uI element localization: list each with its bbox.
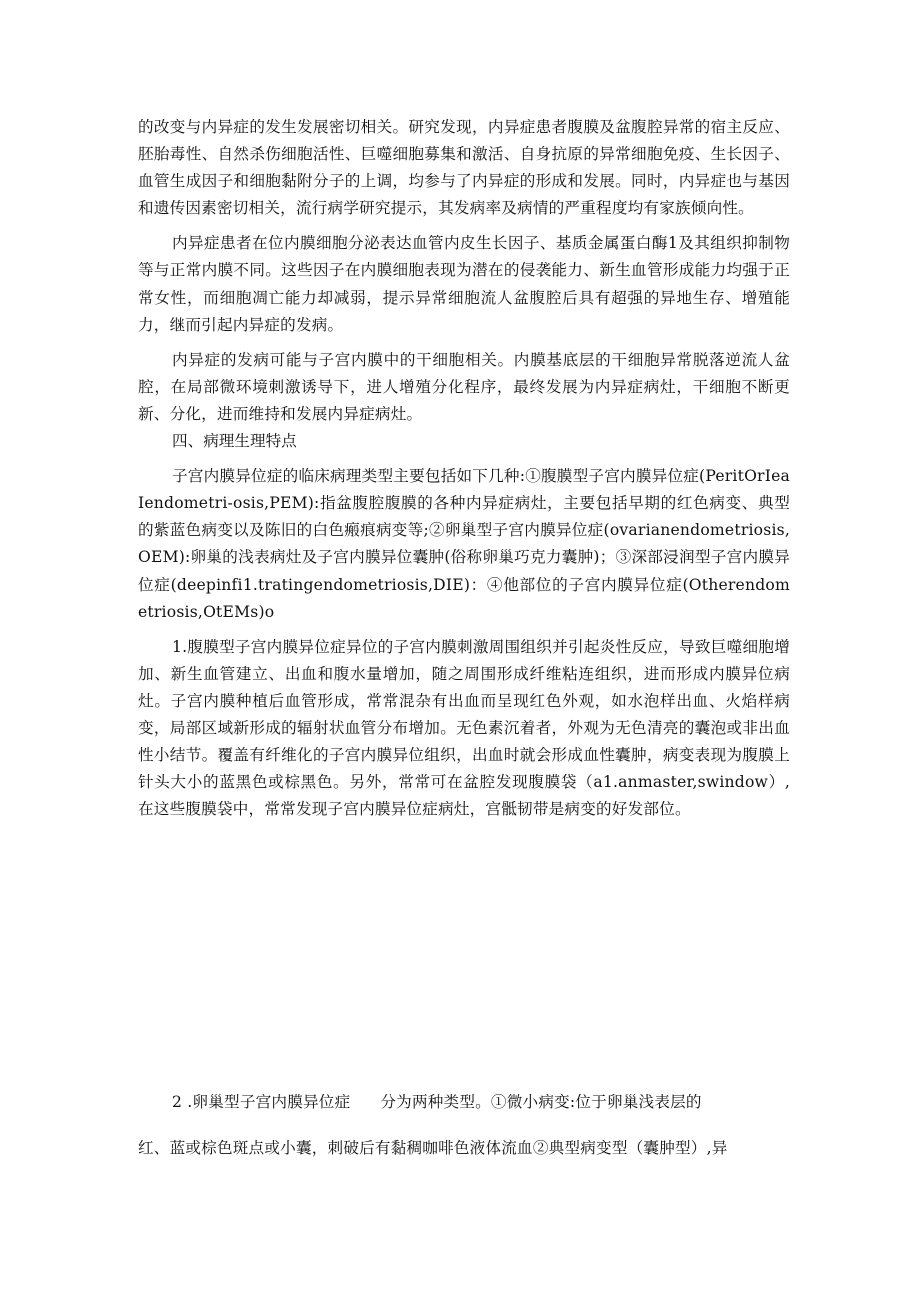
item-ovarian-type-line1 — [138, 1089, 798, 1116]
paragraph-endometrial-factors: 内异症患者在位内膜细胞分泌表达血管内皮生长因子、基质金属蛋白酶1及其组织抑制物等与正常内膜不同。这些因子在内膜细胞表现为潜在的侵袭能力、新生血管形成能力均强于正常女性，而细胞凋亡能力却减弱，提示异常细胞流人盆腹腔后具有超强的异地生存、增殖能力，继而引起内异症的发病。 — [138, 234, 790, 334]
paragraph-peritoneal-type: 1.腹膜型子宫内膜异位症异位的子宫内膜刺激周围组织并引起炎性反应，导致巨噬细胞增加、新生血管建立、出血和腹水量增加，随之周围形成纤维粘连组织，进而形成内膜异位病灶。子宫内膜种植后血管形成，常常混杂有出血而呈现红色外观，如水泡样出血、火焰样病变，局部区域新形成的辐射状血管分布增加。无色素沉着者，外观为无色清亮的囊泡或非出血性小结节。覆盖有纤维化的子宫内膜异位组织，出血时就会形成血性囊肿，病变表现为腹膜上针头大小的蓝黑色或棕黑色。另外，常常可在盆腔发现腹膜袋（a1.anmaster,swindow）,在这些腹膜袋中，常常发现子宫内膜异位症病灶，宫骶韧带是病变的好发部位。 — [138, 637, 790, 819]
item-ovarian-type-text: 分为两种类型。①微小病变:位于卵巢浅表层的 — [380, 1093, 702, 1111]
item-ovarian-type-title: 2 .卵巢型子宫内膜异位症 — [172, 1093, 351, 1111]
paragraph-clinical-types: 子宫内膜异位症的临床病理类型主要包括如下几种:①腹膜型子宫内膜异位症(PeritOrIeaIendometri-osis,PEM):指盆腹腔腹膜的各种内异症病灶，主要包括早期的红色病变、典型的紫蓝色病变以及陈旧的白色瘢痕病变等;②卵巢型子宫内膜异位症(ovarianendometriosis,OEM):卵巢的浅表病灶及子宫内膜异位囊肿(俗称卵巢巧克力囊肿)；③深部浸润型子宫内膜异位症(deepinfi1.tratingendometriosis,DIE)：④他部位的子宫内膜异位症(Otherendometriosis,OtEMs)o — [138, 467, 790, 621]
paragraph-pathogenesis-immunity: 的改变与内异症的发生发展密切相关。研究发现，内异症患者腹膜及盆腹腔异常的宿主反应、胚胎毒性、自然杀伤细胞活性、巨噬细胞募集和激活、自身抗原的异常细胞免疫、生长因子、血管生成因子和细胞黏附分子的上调，均参与了内异症的形成和发展。同时，内异症也与基因和遗传因素密切相关，流行病学研究提示，其发病率及病情的严重程度均有家族倾向性。 — [138, 118, 790, 218]
paragraph-stem-cells: 内异症的发病可能与子宫内膜中的干细胞相关。内膜基底层的干细胞异常脱落逆流人盆腔，在局部微环境刺激诱导下，进人增殖分化程序，最终发展为内异症病灶，干细胞不断更新、分化，进而维持和发展内异症病灶。 — [138, 350, 790, 423]
document-body — [138, 114, 790, 823]
item-ovarian-type-line2: 红、蓝或棕色斑点或小囊，刺破后有黏稠咖啡色液体流血②典型病变型（囊肿型）,异 — [138, 1139, 728, 1157]
section-heading-pathophysiology: 四、病理生理特点 — [172, 432, 297, 451]
